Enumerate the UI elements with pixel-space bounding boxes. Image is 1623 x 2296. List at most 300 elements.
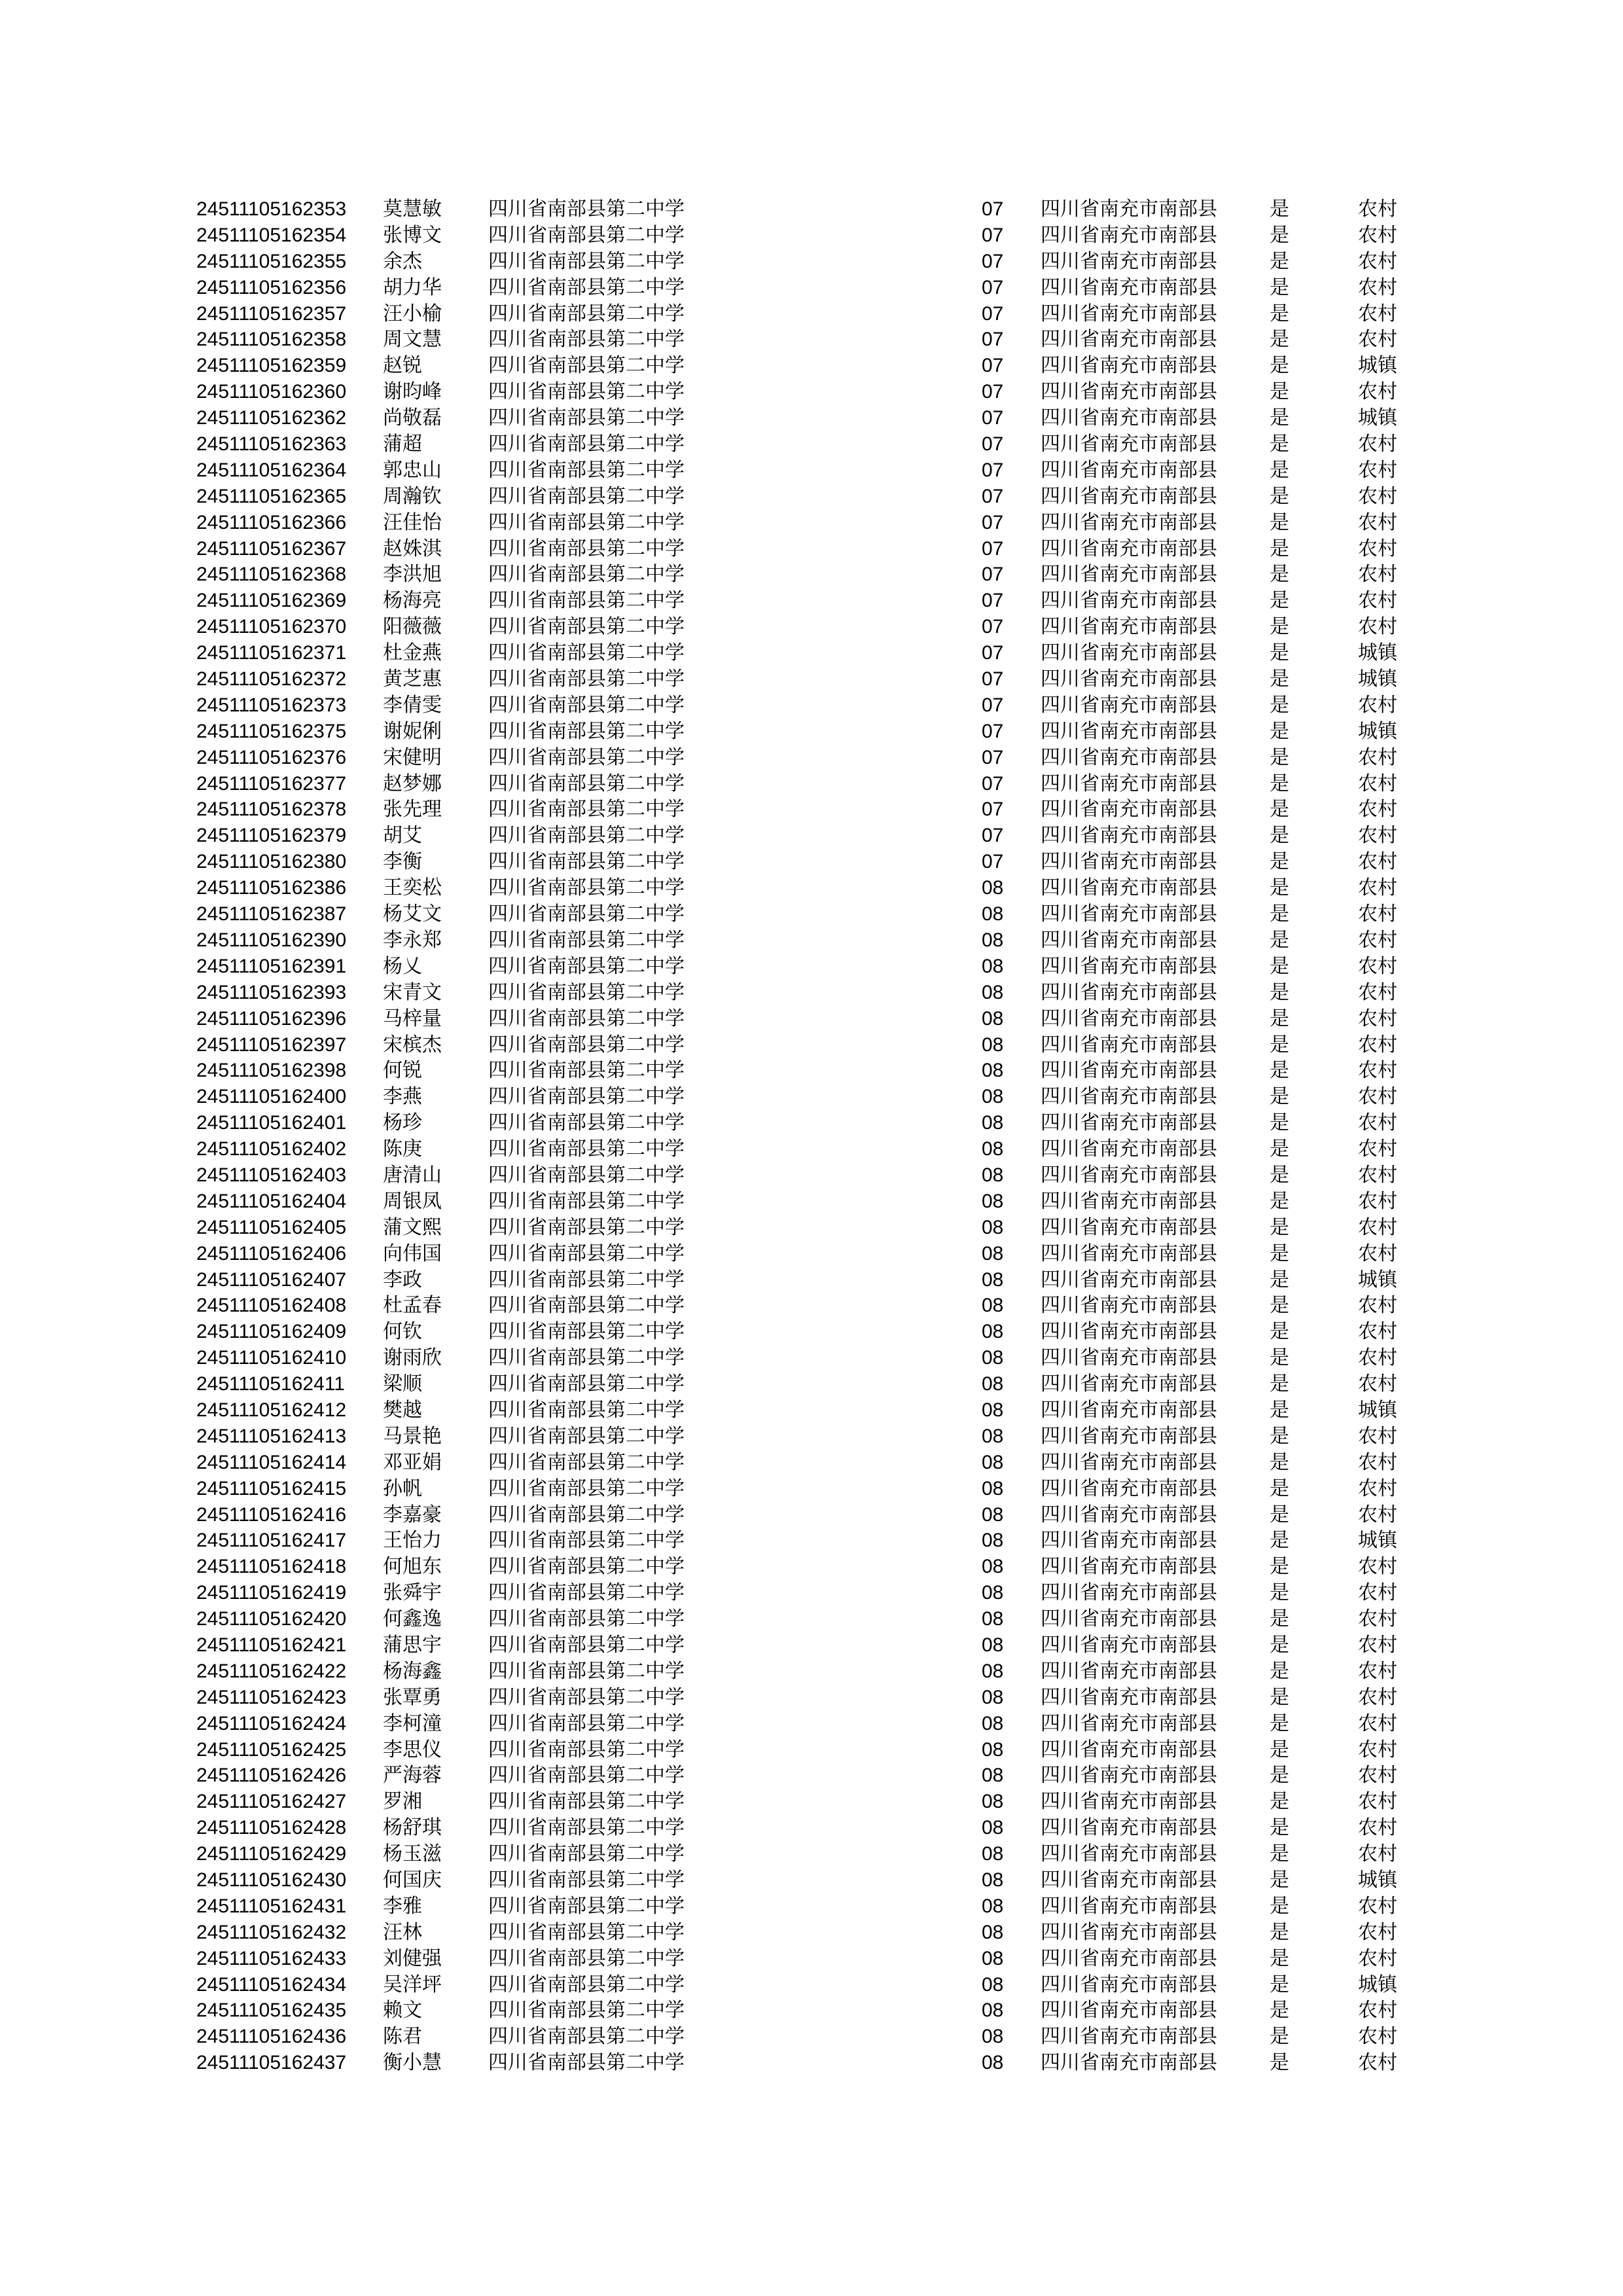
school-cell: 四川省南部县第二中学 xyxy=(488,1085,685,1109)
flag-cell: 是 xyxy=(1270,511,1289,534)
student-id-cell: 24511105162358 xyxy=(196,329,347,351)
area-type-cell: 农村 xyxy=(1358,1033,1397,1056)
area-type-cell: 农村 xyxy=(1358,1712,1397,1735)
flag-cell: 是 xyxy=(1270,1685,1289,1709)
school-cell: 四川省南部县第二中学 xyxy=(488,1007,685,1030)
school-cell: 四川省南部县第二中学 xyxy=(488,1268,685,1291)
student-id-cell: 24511105162415 xyxy=(196,1477,347,1499)
student-name-cell: 莫慧敏 xyxy=(383,198,442,221)
table-row xyxy=(196,875,1440,901)
school-cell: 四川省南部县第二中学 xyxy=(488,1163,685,1187)
area-type-cell: 农村 xyxy=(1358,903,1397,926)
class-cell: 08 xyxy=(982,981,1004,1003)
class-cell: 07 xyxy=(982,746,1004,768)
region-cell: 四川省南充市南部县 xyxy=(1041,563,1217,586)
school-cell: 四川省南部县第二中学 xyxy=(488,537,685,560)
student-name-cell: 孙帆 xyxy=(383,1477,422,1500)
class-cell: 07 xyxy=(982,511,1004,533)
table-row xyxy=(196,379,1440,405)
table-row xyxy=(196,1293,1440,1319)
flag-cell: 是 xyxy=(1270,328,1289,351)
flag-cell: 是 xyxy=(1270,249,1289,273)
flag-cell: 是 xyxy=(1270,1424,1289,1448)
area-type-cell: 农村 xyxy=(1358,928,1397,952)
flag-cell: 是 xyxy=(1270,1659,1289,1683)
region-cell: 四川省南充市南部县 xyxy=(1041,798,1217,821)
student-name-cell: 邓亚娟 xyxy=(383,1450,442,1474)
student-name-cell: 杨艾文 xyxy=(383,903,442,926)
region-cell: 四川省南充市南部县 xyxy=(1041,1712,1217,1735)
region-cell: 四川省南充市南部县 xyxy=(1041,1790,1217,1814)
school-cell: 四川省南部县第二中学 xyxy=(488,1685,685,1709)
flag-cell: 是 xyxy=(1270,798,1289,821)
area-type-cell: 农村 xyxy=(1358,954,1397,978)
table-row xyxy=(196,353,1440,379)
flag-cell: 是 xyxy=(1270,824,1289,848)
region-cell: 四川省南充市南部县 xyxy=(1041,249,1217,273)
flag-cell: 是 xyxy=(1270,1869,1289,1892)
area-type-cell: 城镇 xyxy=(1358,1869,1397,1892)
flag-cell: 是 xyxy=(1270,589,1289,613)
student-name-cell: 周银凤 xyxy=(383,1189,442,1213)
region-cell: 四川省南充市南部县 xyxy=(1041,276,1217,299)
area-type-cell: 农村 xyxy=(1358,198,1397,221)
class-cell: 07 xyxy=(982,720,1004,742)
flag-cell: 是 xyxy=(1270,1085,1289,1109)
student-name-cell: 谢昀峰 xyxy=(383,380,442,404)
student-id-cell: 24511105162398 xyxy=(196,1060,347,1082)
region-cell: 四川省南充市南部县 xyxy=(1041,876,1217,900)
region-cell: 四川省南充市南部县 xyxy=(1041,1242,1217,1265)
student-name-cell: 刘健强 xyxy=(383,1946,442,1970)
region-cell: 四川省南充市南部县 xyxy=(1041,772,1217,795)
class-cell: 08 xyxy=(982,1503,1004,1526)
school-cell: 四川省南部县第二中学 xyxy=(488,1973,685,1996)
student-id-cell: 24511105162414 xyxy=(196,1451,347,1473)
class-cell: 08 xyxy=(982,877,1004,899)
area-type-cell: 农村 xyxy=(1358,1946,1397,1970)
student-id-cell: 24511105162356 xyxy=(196,276,347,298)
table-row xyxy=(196,484,1440,510)
area-type-cell: 农村 xyxy=(1358,1503,1397,1526)
student-id-cell: 24511105162410 xyxy=(196,1347,347,1369)
area-type-cell: 城镇 xyxy=(1358,1529,1397,1552)
student-name-cell: 赖文 xyxy=(383,1999,422,2022)
table-row xyxy=(196,1189,1440,1215)
table-row xyxy=(196,1528,1440,1554)
area-type-cell: 农村 xyxy=(1358,1659,1397,1683)
region-cell: 四川省南充市南部县 xyxy=(1041,302,1217,325)
flag-cell: 是 xyxy=(1270,380,1289,404)
region-cell: 四川省南充市南部县 xyxy=(1041,458,1217,482)
table-row xyxy=(196,510,1440,536)
flag-cell: 是 xyxy=(1270,433,1289,456)
student-name-cell: 张先理 xyxy=(383,798,442,821)
region-cell: 四川省南充市南部县 xyxy=(1041,1503,1217,1526)
school-cell: 四川省南部县第二中学 xyxy=(488,511,685,534)
region-cell: 四川省南充市南部县 xyxy=(1041,1320,1217,1344)
student-id-cell: 24511105162390 xyxy=(196,929,347,951)
area-type-cell: 城镇 xyxy=(1358,406,1397,430)
flag-cell: 是 xyxy=(1270,484,1289,508)
flag-cell: 是 xyxy=(1270,1242,1289,1265)
student-id-cell: 24511105162405 xyxy=(196,1216,347,1238)
flag-cell: 是 xyxy=(1270,1320,1289,1344)
student-id-cell: 24511105162437 xyxy=(196,2052,347,2074)
student-name-cell: 赵锐 xyxy=(383,354,422,378)
area-type-cell: 农村 xyxy=(1358,1607,1397,1631)
region-cell: 四川省南充市南部县 xyxy=(1041,1764,1217,1787)
class-cell: 08 xyxy=(982,1582,1004,1604)
school-cell: 四川省南部县第二中学 xyxy=(488,745,685,769)
class-cell: 08 xyxy=(982,1921,1004,1943)
school-cell: 四川省南部县第二中学 xyxy=(488,433,685,456)
flag-cell: 是 xyxy=(1270,1790,1289,1814)
table-row xyxy=(196,901,1440,927)
area-type-cell: 农村 xyxy=(1358,589,1397,613)
student-id-cell: 24511105162412 xyxy=(196,1399,347,1421)
region-cell: 四川省南充市南部县 xyxy=(1041,954,1217,978)
student-id-cell: 24511105162436 xyxy=(196,2026,347,2048)
school-cell: 四川省南部县第二中学 xyxy=(488,1633,685,1657)
class-cell: 08 xyxy=(982,1007,1004,1030)
table-row xyxy=(196,249,1440,275)
area-type-cell: 农村 xyxy=(1358,380,1397,404)
table-row xyxy=(196,1554,1440,1580)
area-type-cell: 农村 xyxy=(1358,1085,1397,1109)
flag-cell: 是 xyxy=(1270,1999,1289,2022)
class-cell: 07 xyxy=(982,537,1004,560)
table-row xyxy=(196,1006,1440,1032)
student-name-cell: 胡艾 xyxy=(383,824,422,848)
school-cell: 四川省南部县第二中学 xyxy=(488,903,685,926)
student-id-cell: 24511105162420 xyxy=(196,1608,347,1630)
table-row xyxy=(196,405,1440,431)
class-cell: 08 xyxy=(982,1712,1004,1734)
area-type-cell: 城镇 xyxy=(1358,354,1397,378)
table-row xyxy=(196,797,1440,823)
class-cell: 07 xyxy=(982,276,1004,298)
region-cell: 四川省南充市南部县 xyxy=(1041,824,1217,848)
region-cell: 四川省南充市南部县 xyxy=(1041,1450,1217,1474)
table-row xyxy=(196,562,1440,588)
student-id-cell: 24511105162408 xyxy=(196,1295,347,1317)
area-type-cell: 农村 xyxy=(1358,433,1397,456)
region-cell: 四川省南充市南部县 xyxy=(1041,1659,1217,1683)
table-row xyxy=(196,1737,1440,1763)
area-type-cell: 农村 xyxy=(1358,249,1397,273)
school-cell: 四川省南部县第二中学 xyxy=(488,484,685,508)
student-name-cell: 严海蓉 xyxy=(383,1764,442,1787)
school-cell: 四川省南部县第二中学 xyxy=(488,1033,685,1056)
student-id-cell: 24511105162370 xyxy=(196,616,347,638)
school-cell: 四川省南部县第二中学 xyxy=(488,693,685,717)
student-name-cell: 蒲文熙 xyxy=(383,1215,442,1239)
region-cell: 四川省南充市南部县 xyxy=(1041,850,1217,874)
student-id-cell: 24511105162354 xyxy=(196,224,347,246)
student-name-cell: 何钦 xyxy=(383,1320,422,1344)
school-cell: 四川省南部县第二中学 xyxy=(488,1189,685,1213)
school-cell: 四川省南部县第二中学 xyxy=(488,1372,685,1396)
region-cell: 四川省南充市南部县 xyxy=(1041,928,1217,952)
region-cell: 四川省南充市南部县 xyxy=(1041,1007,1217,1030)
student-name-cell: 何旭东 xyxy=(383,1555,442,1579)
student-id-cell: 24511105162432 xyxy=(196,1921,347,1943)
flag-cell: 是 xyxy=(1270,1007,1289,1030)
table-row xyxy=(196,301,1440,327)
student-name-cell: 宋槟杰 xyxy=(383,1033,442,1056)
area-type-cell: 城镇 xyxy=(1358,1268,1397,1291)
flag-cell: 是 xyxy=(1270,1398,1289,1422)
region-cell: 四川省南充市南部县 xyxy=(1041,354,1217,378)
area-type-cell: 农村 xyxy=(1358,1424,1397,1448)
table-row xyxy=(196,223,1440,249)
flag-cell: 是 xyxy=(1270,1842,1289,1866)
school-cell: 四川省南部县第二中学 xyxy=(488,1346,685,1370)
region-cell: 四川省南充市南部县 xyxy=(1041,1999,1217,2022)
table-row xyxy=(196,1685,1440,1711)
flag-cell: 是 xyxy=(1270,1738,1289,1761)
table-row xyxy=(196,1215,1440,1241)
flag-cell: 是 xyxy=(1270,1894,1289,1918)
student-id-cell: 24511105162428 xyxy=(196,1817,347,1839)
student-name-cell: 唐清山 xyxy=(383,1163,442,1187)
area-type-cell: 农村 xyxy=(1358,1685,1397,1709)
area-type-cell: 农村 xyxy=(1358,693,1397,717)
student-id-cell: 24511105162409 xyxy=(196,1321,347,1343)
flag-cell: 是 xyxy=(1270,2051,1289,2075)
area-type-cell: 城镇 xyxy=(1358,668,1397,691)
class-cell: 08 xyxy=(982,1190,1004,1212)
class-cell: 08 xyxy=(982,1347,1004,1369)
table-row xyxy=(196,1397,1440,1424)
school-cell: 四川省南部县第二中学 xyxy=(488,615,685,639)
flag-cell: 是 xyxy=(1270,745,1289,769)
student-name-cell: 杨珍 xyxy=(383,1111,422,1135)
region-cell: 四川省南充市南部县 xyxy=(1041,1920,1217,1944)
flag-cell: 是 xyxy=(1270,302,1289,325)
class-cell: 07 xyxy=(982,590,1004,612)
class-cell: 08 xyxy=(982,1268,1004,1291)
area-type-cell: 农村 xyxy=(1358,1059,1397,1083)
area-type-cell: 农村 xyxy=(1358,876,1397,900)
class-cell: 07 xyxy=(982,329,1004,351)
flag-cell: 是 xyxy=(1270,1764,1289,1787)
area-type-cell: 农村 xyxy=(1358,511,1397,534)
class-cell: 07 xyxy=(982,694,1004,716)
flag-cell: 是 xyxy=(1270,406,1289,430)
school-cell: 四川省南部县第二中学 xyxy=(488,1529,685,1552)
area-type-cell: 城镇 xyxy=(1358,1973,1397,1996)
class-cell: 08 xyxy=(982,1556,1004,1578)
school-cell: 四川省南部县第二中学 xyxy=(488,380,685,404)
class-cell: 07 xyxy=(982,564,1004,586)
school-cell: 四川省南部县第二中学 xyxy=(488,1503,685,1526)
area-type-cell: 农村 xyxy=(1358,1920,1397,1944)
class-cell: 08 xyxy=(982,1060,1004,1082)
table-row xyxy=(196,1815,1440,1841)
class-cell: 08 xyxy=(982,1242,1004,1265)
student-name-cell: 宋青文 xyxy=(383,980,442,1004)
student-name-cell: 周瀚钦 xyxy=(383,484,442,508)
area-type-cell: 农村 xyxy=(1358,1007,1397,1030)
table-row xyxy=(196,327,1440,353)
class-cell: 08 xyxy=(982,1765,1004,1787)
student-name-cell: 阳薇薇 xyxy=(383,615,442,639)
student-list-table xyxy=(196,196,1440,2076)
area-type-cell: 农村 xyxy=(1358,1790,1397,1814)
table-row xyxy=(196,954,1440,980)
table-row xyxy=(196,1867,1440,1893)
region-cell: 四川省南充市南部县 xyxy=(1041,980,1217,1004)
student-name-cell: 李永郑 xyxy=(383,928,442,952)
class-cell: 07 xyxy=(982,825,1004,847)
region-cell: 四川省南充市南部县 xyxy=(1041,1738,1217,1761)
area-type-cell: 农村 xyxy=(1358,824,1397,848)
student-name-cell: 杨玉滋 xyxy=(383,1842,442,1866)
table-row xyxy=(196,457,1440,484)
student-id-cell: 24511105162413 xyxy=(196,1425,347,1447)
student-id-cell: 24511105162411 xyxy=(196,1373,345,1395)
student-id-cell: 24511105162376 xyxy=(196,746,347,768)
student-name-cell: 汪小榆 xyxy=(383,302,442,325)
school-cell: 四川省南部县第二中学 xyxy=(488,1659,685,1683)
region-cell: 四川省南充市南部县 xyxy=(1041,1294,1217,1318)
table-row xyxy=(196,1763,1440,1789)
region-cell: 四川省南充市南部县 xyxy=(1041,1842,1217,1866)
student-id-cell: 24511105162401 xyxy=(196,1112,347,1134)
student-name-cell: 杨海亮 xyxy=(383,589,442,613)
student-name-cell: 李洪旭 xyxy=(383,563,442,586)
student-id-cell: 24511105162402 xyxy=(196,1138,347,1160)
region-cell: 四川省南充市南部县 xyxy=(1041,1163,1217,1187)
school-cell: 四川省南部县第二中学 xyxy=(488,954,685,978)
area-type-cell: 农村 xyxy=(1358,772,1397,795)
student-id-cell: 24511105162422 xyxy=(196,1660,347,1682)
area-type-cell: 农村 xyxy=(1358,1764,1397,1787)
table-row xyxy=(196,431,1440,457)
class-cell: 08 xyxy=(982,1634,1004,1656)
class-cell: 08 xyxy=(982,2052,1004,2074)
class-cell: 08 xyxy=(982,1973,1004,1996)
student-id-cell: 24511105162429 xyxy=(196,1843,347,1865)
region-cell: 四川省南充市南部县 xyxy=(1041,615,1217,639)
flag-cell: 是 xyxy=(1270,198,1289,221)
region-cell: 四川省南充市南部县 xyxy=(1041,1894,1217,1918)
class-cell: 08 xyxy=(982,1843,1004,1865)
student-id-cell: 24511105162378 xyxy=(196,798,347,821)
student-name-cell: 张博文 xyxy=(383,223,442,247)
student-name-cell: 尚敬磊 xyxy=(383,406,442,430)
area-type-cell: 农村 xyxy=(1358,1842,1397,1866)
flag-cell: 是 xyxy=(1270,850,1289,874)
class-cell: 08 xyxy=(982,1738,1004,1761)
student-id-cell: 24511105162368 xyxy=(196,564,347,586)
class-cell: 07 xyxy=(982,407,1004,429)
student-name-cell: 蒲超 xyxy=(383,433,422,456)
school-cell: 四川省南部县第二中学 xyxy=(488,1477,685,1500)
area-type-cell: 农村 xyxy=(1358,276,1397,299)
flag-cell: 是 xyxy=(1270,458,1289,482)
area-type-cell: 农村 xyxy=(1358,1163,1397,1187)
student-name-cell: 杜孟春 xyxy=(383,1294,442,1318)
student-id-cell: 24511105162433 xyxy=(196,1947,347,1969)
flag-cell: 是 xyxy=(1270,903,1289,926)
table-row xyxy=(196,980,1440,1006)
school-cell: 四川省南部县第二中学 xyxy=(488,1242,685,1265)
region-cell: 四川省南充市南部县 xyxy=(1041,1268,1217,1291)
school-cell: 四川省南部县第二中学 xyxy=(488,1424,685,1448)
flag-cell: 是 xyxy=(1270,1529,1289,1552)
area-type-cell: 农村 xyxy=(1358,1555,1397,1579)
student-id-cell: 24511105162371 xyxy=(196,642,347,664)
flag-cell: 是 xyxy=(1270,1503,1289,1526)
school-cell: 四川省南部县第二中学 xyxy=(488,1059,685,1083)
area-type-cell: 农村 xyxy=(1358,1738,1397,1761)
flag-cell: 是 xyxy=(1270,693,1289,717)
area-type-cell: 城镇 xyxy=(1358,719,1397,743)
region-cell: 四川省南充市南部县 xyxy=(1041,745,1217,769)
student-id-cell: 24511105162435 xyxy=(196,2000,347,2022)
region-cell: 四川省南充市南部县 xyxy=(1041,903,1217,926)
area-type-cell: 农村 xyxy=(1358,1294,1397,1318)
area-type-cell: 农村 xyxy=(1358,745,1397,769)
region-cell: 四川省南充市南部县 xyxy=(1041,589,1217,613)
student-id-cell: 24511105162360 xyxy=(196,381,347,403)
flag-cell: 是 xyxy=(1270,1920,1289,1944)
area-type-cell: 农村 xyxy=(1358,1346,1397,1370)
flag-cell: 是 xyxy=(1270,1372,1289,1396)
student-name-cell: 杨海鑫 xyxy=(383,1659,442,1683)
table-row xyxy=(196,588,1440,614)
table-row xyxy=(196,1841,1440,1867)
area-type-cell: 农村 xyxy=(1358,2025,1397,2049)
school-cell: 四川省南部县第二中学 xyxy=(488,1816,685,1840)
area-type-cell: 农村 xyxy=(1358,798,1397,821)
flag-cell: 是 xyxy=(1270,1294,1289,1318)
student-name-cell: 何国庆 xyxy=(383,1869,442,1892)
flag-cell: 是 xyxy=(1270,354,1289,378)
school-cell: 四川省南部县第二中学 xyxy=(488,1607,685,1631)
student-id-cell: 24511105162362 xyxy=(196,407,347,429)
school-cell: 四川省南部县第二中学 xyxy=(488,798,685,821)
student-name-cell: 王奕松 xyxy=(383,876,442,900)
class-cell: 08 xyxy=(982,1138,1004,1160)
student-name-cell: 陈君 xyxy=(383,2025,422,2049)
student-name-cell: 杜金燕 xyxy=(383,641,442,665)
student-id-cell: 24511105162416 xyxy=(196,1503,347,1526)
student-name-cell: 李倩雯 xyxy=(383,693,442,717)
school-cell: 四川省南部县第二中学 xyxy=(488,2025,685,2049)
student-name-cell: 赵梦娜 xyxy=(383,772,442,795)
class-cell: 07 xyxy=(982,642,1004,664)
student-name-cell: 杨乂 xyxy=(383,954,422,978)
student-id-cell: 24511105162369 xyxy=(196,590,347,612)
student-name-cell: 黄芝惠 xyxy=(383,668,442,691)
student-id-cell: 24511105162363 xyxy=(196,433,347,456)
area-type-cell: 农村 xyxy=(1358,328,1397,351)
student-name-cell: 罗湘 xyxy=(383,1790,422,1814)
school-cell: 四川省南部县第二中学 xyxy=(488,1215,685,1239)
class-cell: 08 xyxy=(982,955,1004,977)
table-row xyxy=(196,1084,1440,1110)
student-name-cell: 何锐 xyxy=(383,1059,422,1083)
table-row xyxy=(196,1267,1440,1293)
region-cell: 四川省南充市南部县 xyxy=(1041,537,1217,560)
table-row xyxy=(196,1972,1440,1998)
region-cell: 四川省南充市南部县 xyxy=(1041,1372,1217,1396)
class-cell: 08 xyxy=(982,1947,1004,1969)
